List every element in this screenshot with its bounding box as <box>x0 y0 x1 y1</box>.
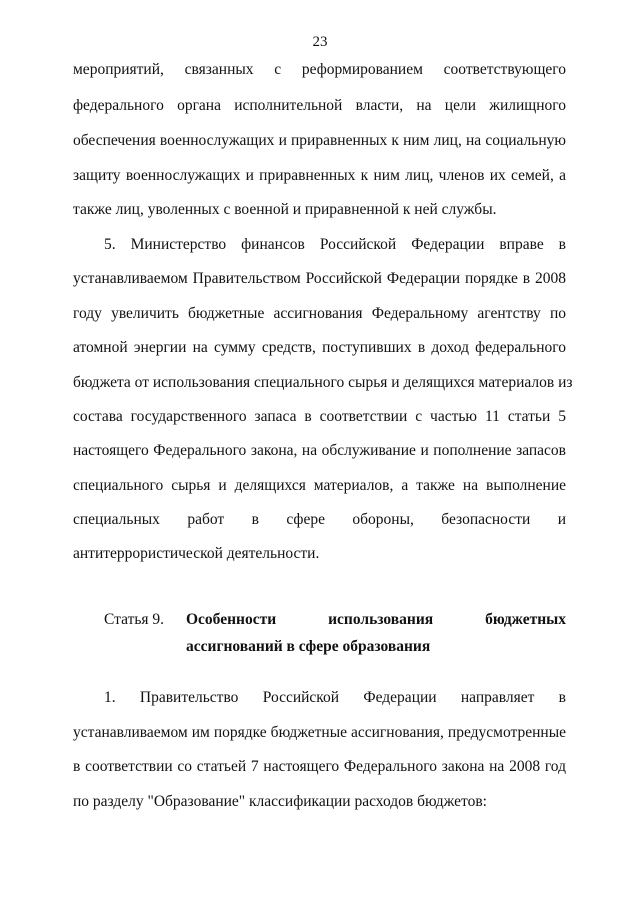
article-title-line-2: ассигнований в сфере образования <box>186 638 431 655</box>
para2-line-9: специальных работ в сфере обороны, безопасности и <box>73 511 566 528</box>
para3-line-4: по разделу "Образование" классификации расходов бюджетов: <box>73 793 487 810</box>
para1-line-1: мероприятий, связанных с реформированием соответствующего <box>73 61 566 78</box>
article-title-line-1: Особенности использования бюджетных <box>186 611 566 628</box>
para1-line-4: защиту военнослужащих и приравненных к ним лиц, членов их семей, а <box>73 167 566 184</box>
para1-line-3: обеспечения военнослужащих и приравненных к ним лиц, на социальную <box>73 132 566 149</box>
article-label: Статья 9. <box>104 611 165 628</box>
para2-line-10: антитеррористической деятельности. <box>73 545 320 562</box>
para2-line-2: устанавливаемом Правительством Российской Федерации порядке в 2008 <box>73 270 566 287</box>
para2-line-7: настоящего Федерального закона, на обслуживание и пополнение запасов <box>73 442 566 459</box>
para2-line-5: бюджета от использования специального сырья и делящихся материалов из <box>73 374 573 391</box>
para2-line-4: атомной энергии на сумму средств, поступивших в доход федерального <box>73 339 566 356</box>
para3-line-1: 1. Правительство Российской Федерации направляет в <box>104 689 566 706</box>
para1-line-2: федерального органа исполнительной власти, на цели жилищного <box>73 97 566 114</box>
para2-line-3: году увеличить бюджетные ассигнования Федеральному агентству по <box>73 305 566 322</box>
para3-line-3: в соответствии со статьей 7 настоящего Федерального закона на 2008 год <box>73 758 566 775</box>
para1-line-5: также лиц, уволенных с военной и приравненной к ней службы. <box>73 201 497 218</box>
para2-line-8: специального сырья и делящихся материалов, а также на выполнение <box>73 477 566 494</box>
para3-line-2: устанавливаемом им порядке бюджетные ассигнования, предусмотренные <box>73 724 566 741</box>
para2-line-6: состава государственного запаса в соответствии с частью 11 статьи 5 <box>73 408 566 425</box>
page-number: 23 <box>312 34 328 50</box>
para2-line-1: 5. Министерство финансов Российской Федерации вправе в <box>104 236 566 253</box>
